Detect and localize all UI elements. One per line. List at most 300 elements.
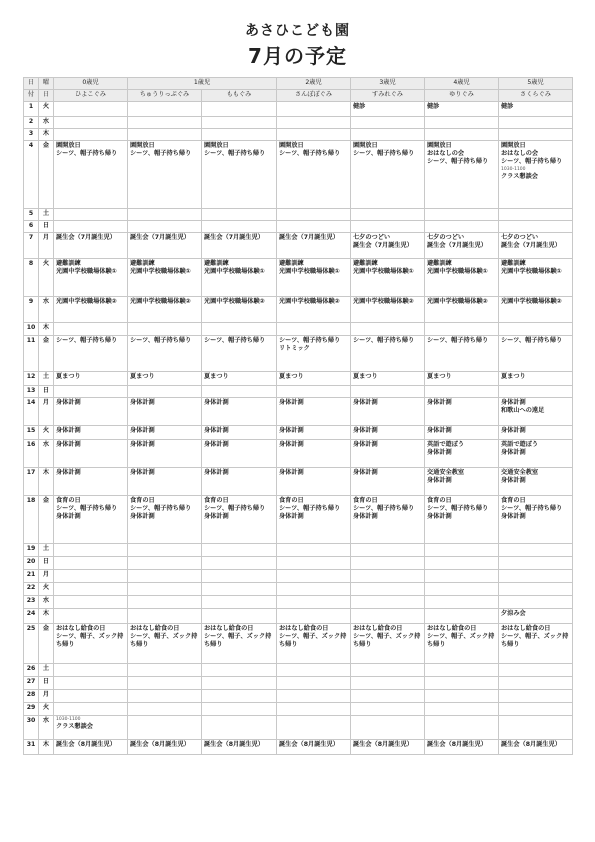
event-cell bbox=[128, 440, 202, 468]
day-row bbox=[24, 129, 573, 141]
event-text: 光園中学校職場体験② bbox=[279, 298, 340, 305]
event-cell bbox=[202, 426, 277, 440]
event-cell bbox=[277, 557, 351, 570]
event-cell bbox=[54, 716, 128, 740]
event-cell bbox=[425, 583, 499, 596]
event-cell bbox=[54, 624, 128, 664]
weekday-label: 水 bbox=[39, 117, 54, 129]
event-cell bbox=[351, 386, 425, 398]
day-row bbox=[24, 141, 573, 209]
event-text: 身体計測 bbox=[279, 441, 304, 448]
event-cell bbox=[425, 703, 499, 716]
event-cell bbox=[499, 440, 573, 468]
event-cell bbox=[128, 468, 202, 496]
event-text: シーツ、帽子持ち帰り bbox=[279, 337, 341, 344]
event-text: おはなし給食の日 bbox=[427, 625, 477, 632]
event-cell bbox=[277, 544, 351, 557]
event-cell bbox=[277, 336, 351, 372]
page-title: 7月の予定 bbox=[248, 44, 347, 68]
event-text: シーツ、帽子持ち帰り bbox=[279, 150, 341, 158]
day-row bbox=[24, 386, 573, 398]
day-number: 27 bbox=[24, 677, 39, 690]
event-text: 夕涼み会 bbox=[501, 610, 526, 617]
event-cell bbox=[425, 323, 499, 336]
event-text: おはなし給食の日 bbox=[501, 625, 551, 632]
class-header: さんぽぽぐみ bbox=[277, 90, 351, 102]
event-cell bbox=[202, 570, 277, 583]
event-text: 英語で遊ぼう bbox=[427, 441, 465, 448]
event-cell bbox=[499, 259, 573, 297]
event-cell bbox=[277, 440, 351, 468]
event-cell bbox=[499, 596, 573, 609]
event-text: 誕生会（8月誕生児） bbox=[279, 741, 339, 748]
page-header bbox=[0, 22, 595, 68]
event-text: 夏まつり bbox=[56, 373, 81, 380]
event-cell bbox=[128, 336, 202, 372]
event-text: 夏まつり bbox=[427, 373, 452, 380]
day-row bbox=[24, 117, 573, 129]
event-text: 避難訓練 bbox=[130, 260, 155, 267]
event-cell bbox=[128, 609, 202, 624]
event-cell bbox=[128, 596, 202, 609]
event-text: 誕生会（8月誕生児） bbox=[204, 741, 264, 748]
day-number: 17 bbox=[24, 468, 39, 496]
event-cell bbox=[277, 664, 351, 677]
weekday-label: 木 bbox=[39, 129, 54, 141]
event-cell bbox=[499, 336, 573, 372]
event-cell bbox=[277, 740, 351, 755]
event-cell bbox=[128, 426, 202, 440]
event-cell bbox=[425, 259, 499, 297]
event-cell bbox=[425, 386, 499, 398]
event-text: シーツ、帽子持ち帰り bbox=[56, 505, 118, 513]
event-cell bbox=[277, 703, 351, 716]
event-text: 健診 bbox=[501, 103, 514, 110]
event-text: 園開放日 bbox=[56, 142, 81, 149]
event-text: 避難訓練 bbox=[204, 260, 229, 267]
event-cell bbox=[128, 716, 202, 740]
event-cell bbox=[425, 624, 499, 664]
event-cell bbox=[277, 716, 351, 740]
event-cell bbox=[128, 677, 202, 690]
event-cell bbox=[202, 664, 277, 677]
age-header: 4歳児 bbox=[425, 78, 499, 90]
event-cell bbox=[277, 141, 351, 209]
event-cell bbox=[351, 690, 425, 703]
event-cell bbox=[425, 496, 499, 544]
day-number: 20 bbox=[24, 557, 39, 570]
event-cell bbox=[277, 209, 351, 221]
event-text: 食育の日 bbox=[130, 497, 155, 504]
day-number: 28 bbox=[24, 690, 39, 703]
day-row bbox=[24, 740, 573, 755]
event-cell bbox=[277, 583, 351, 596]
event-cell bbox=[128, 544, 202, 557]
day-number: 11 bbox=[24, 336, 39, 372]
event-text: 身体計測 bbox=[501, 399, 526, 406]
day-row bbox=[24, 716, 573, 740]
event-text: おはなし給食の日 bbox=[279, 625, 329, 632]
day-row bbox=[24, 664, 573, 677]
event-cell bbox=[277, 570, 351, 583]
event-text: シーツ、帽子持ち帰り bbox=[427, 505, 489, 513]
event-cell bbox=[351, 398, 425, 426]
event-cell bbox=[128, 583, 202, 596]
event-text: シーツ、帽子持ち帰り bbox=[130, 505, 192, 513]
event-cell bbox=[202, 677, 277, 690]
event-cell bbox=[202, 259, 277, 297]
event-text: 誕生会（7月誕生児） bbox=[427, 242, 487, 250]
event-cell bbox=[499, 557, 573, 570]
day-number: 22 bbox=[24, 583, 39, 596]
event-cell bbox=[499, 129, 573, 141]
event-text: 身体計測 bbox=[130, 427, 155, 434]
event-text: 光園中学校職場体験② bbox=[204, 298, 265, 305]
event-cell bbox=[202, 221, 277, 233]
event-text: 身体計測 bbox=[56, 399, 81, 406]
event-cell bbox=[202, 544, 277, 557]
weekday-label: 水 bbox=[39, 596, 54, 609]
day-row bbox=[24, 221, 573, 233]
event-text: 身体計測 bbox=[204, 427, 229, 434]
event-cell bbox=[425, 129, 499, 141]
event-text: シーツ、帽子持ち帰り bbox=[204, 150, 266, 158]
day-row bbox=[24, 583, 573, 596]
day-number: 1 bbox=[24, 102, 39, 117]
event-cell bbox=[54, 336, 128, 372]
event-text: 身体計測 bbox=[130, 441, 155, 448]
event-text: 健診 bbox=[427, 103, 440, 110]
event-text: シーツ、帽子持ち帰り bbox=[130, 150, 192, 158]
event-cell bbox=[499, 468, 573, 496]
day-row bbox=[24, 336, 573, 372]
event-text: 身体計測 bbox=[427, 449, 452, 457]
day-number: 2 bbox=[24, 117, 39, 129]
event-text: 光園中学校職場体験② bbox=[130, 298, 191, 305]
event-cell bbox=[202, 129, 277, 141]
event-text: シーツ、帽子、ズック持ち帰り bbox=[501, 633, 569, 649]
event-cell bbox=[277, 259, 351, 297]
event-cell bbox=[128, 398, 202, 426]
event-text: 身体計測 bbox=[427, 427, 452, 434]
day-row bbox=[24, 544, 573, 557]
day-row bbox=[24, 259, 573, 297]
event-text: おはなし給食の日 bbox=[56, 625, 106, 632]
event-text: リトミック bbox=[279, 345, 310, 353]
event-cell bbox=[351, 209, 425, 221]
event-text: 誕生会（8月誕生児） bbox=[353, 741, 413, 748]
event-text: 誕生会（7月誕生児） bbox=[353, 242, 413, 250]
day-number: 29 bbox=[24, 703, 39, 716]
event-cell bbox=[54, 117, 128, 129]
event-cell bbox=[351, 496, 425, 544]
day-row bbox=[24, 468, 573, 496]
event-cell bbox=[351, 372, 425, 386]
event-cell bbox=[202, 609, 277, 624]
event-text: 食育の日 bbox=[56, 497, 81, 504]
event-text: 七夕のつどい bbox=[353, 234, 391, 241]
event-cell bbox=[128, 386, 202, 398]
event-cell bbox=[202, 716, 277, 740]
event-cell bbox=[128, 323, 202, 336]
event-text: 身体計測 bbox=[130, 399, 155, 406]
weekday-label: 月 bbox=[39, 233, 54, 259]
event-cell bbox=[277, 609, 351, 624]
event-cell bbox=[425, 102, 499, 117]
day-row bbox=[24, 570, 573, 583]
weekday-label: 土 bbox=[39, 664, 54, 677]
event-text: 避難訓練 bbox=[56, 260, 81, 267]
event-cell bbox=[128, 664, 202, 677]
event-text: 交通安全教室 bbox=[427, 469, 465, 476]
event-text: 光園中学校職場体験② bbox=[353, 298, 414, 305]
event-text: シーツ、帽子持ち帰り bbox=[353, 150, 415, 158]
event-text: 身体計測 bbox=[353, 441, 378, 448]
event-text: シーツ、帽子持ち帰り bbox=[130, 337, 192, 344]
event-text: 誕生会（7月誕生児） bbox=[130, 234, 190, 241]
event-text: 誕生会（8月誕生児） bbox=[56, 741, 116, 748]
event-cell bbox=[425, 141, 499, 209]
event-cell bbox=[277, 297, 351, 323]
event-text: 英語で遊ぼう bbox=[501, 441, 539, 448]
event-cell bbox=[202, 209, 277, 221]
event-cell bbox=[351, 259, 425, 297]
age-header: 1歳児 bbox=[128, 78, 277, 90]
day-number: 12 bbox=[24, 372, 39, 386]
event-cell bbox=[425, 233, 499, 259]
day-row bbox=[24, 233, 573, 259]
event-text: 園開放日 bbox=[130, 142, 155, 149]
event-cell bbox=[54, 583, 128, 596]
weekday-label: 日 bbox=[39, 557, 54, 570]
class-header: ゆりぐみ bbox=[425, 90, 499, 102]
event-cell bbox=[425, 740, 499, 755]
event-cell bbox=[351, 323, 425, 336]
weekday-label: 土 bbox=[39, 544, 54, 557]
event-text: 誕生会（8月誕生児） bbox=[130, 741, 190, 748]
event-cell bbox=[351, 233, 425, 259]
event-text: 交通安全教室 bbox=[501, 469, 539, 476]
event-cell bbox=[202, 557, 277, 570]
event-cell bbox=[277, 323, 351, 336]
day-number: 25 bbox=[24, 624, 39, 664]
event-text: おはなしの会 bbox=[501, 150, 539, 158]
event-cell bbox=[499, 323, 573, 336]
event-text: 食育の日 bbox=[204, 497, 229, 504]
event-cell bbox=[351, 740, 425, 755]
event-cell bbox=[54, 209, 128, 221]
event-text: 光園中学校職場体験① bbox=[279, 268, 340, 276]
event-text: 誕生会（8月誕生児） bbox=[501, 741, 561, 748]
event-text: 光園中学校職場体験② bbox=[427, 298, 488, 305]
event-text: クラス懇談会 bbox=[56, 723, 93, 730]
day-row bbox=[24, 624, 573, 664]
event-cell bbox=[202, 297, 277, 323]
event-cell bbox=[351, 596, 425, 609]
event-cell bbox=[54, 372, 128, 386]
event-text: 光園中学校職場体験① bbox=[501, 268, 562, 276]
event-cell bbox=[499, 141, 573, 209]
day-number: 16 bbox=[24, 440, 39, 468]
event-cell bbox=[277, 426, 351, 440]
day-number: 31 bbox=[24, 740, 39, 755]
event-text: 避難訓練 bbox=[353, 260, 378, 267]
event-cell bbox=[425, 468, 499, 496]
event-cell bbox=[277, 117, 351, 129]
weekday-label: 金 bbox=[39, 496, 54, 544]
day-row bbox=[24, 426, 573, 440]
event-text: 食育の日 bbox=[501, 497, 526, 504]
event-cell bbox=[351, 609, 425, 624]
age-header: 5歳児 bbox=[499, 78, 573, 90]
weekday-label: 木 bbox=[39, 609, 54, 624]
event-cell bbox=[351, 440, 425, 468]
event-text: 身体計測 bbox=[204, 399, 229, 406]
weekday-label: 水 bbox=[39, 440, 54, 468]
day-number: 10 bbox=[24, 323, 39, 336]
event-cell bbox=[351, 141, 425, 209]
header-row-ages bbox=[24, 78, 573, 90]
day-row bbox=[24, 323, 573, 336]
event-cell bbox=[277, 624, 351, 664]
event-cell bbox=[351, 557, 425, 570]
event-cell bbox=[425, 372, 499, 386]
event-cell bbox=[54, 386, 128, 398]
event-cell bbox=[351, 426, 425, 440]
event-text: シーツ、帽子持ち帰り bbox=[353, 505, 415, 513]
event-cell bbox=[425, 544, 499, 557]
event-cell bbox=[499, 544, 573, 557]
event-cell bbox=[351, 664, 425, 677]
event-text: 身体計測 bbox=[279, 513, 304, 521]
event-cell bbox=[425, 426, 499, 440]
event-cell bbox=[277, 102, 351, 117]
age-header: 3歳児 bbox=[351, 78, 425, 90]
event-text: 避難訓練 bbox=[427, 260, 452, 267]
day-number: 21 bbox=[24, 570, 39, 583]
day-row bbox=[24, 398, 573, 426]
event-cell bbox=[351, 221, 425, 233]
event-text: 身体計測 bbox=[279, 427, 304, 434]
day-row bbox=[24, 209, 573, 221]
event-cell bbox=[202, 496, 277, 544]
day-number: 19 bbox=[24, 544, 39, 557]
event-text: 身体計測 bbox=[353, 513, 378, 521]
event-cell bbox=[351, 677, 425, 690]
weekday-label: 月 bbox=[39, 398, 54, 426]
day-number: 6 bbox=[24, 221, 39, 233]
day-header: 付 bbox=[24, 90, 39, 102]
event-text: 光園中学校職場体験① bbox=[204, 268, 265, 276]
event-text: 光園中学校職場体験② bbox=[56, 298, 117, 305]
event-text: 夏まつり bbox=[501, 373, 526, 380]
weekday-label: 木 bbox=[39, 740, 54, 755]
event-cell bbox=[425, 221, 499, 233]
event-cell bbox=[499, 740, 573, 755]
class-header: ちゅうりっぷぐみ bbox=[128, 90, 202, 102]
event-text: 健診 bbox=[353, 103, 366, 110]
event-text: 光園中学校職場体験① bbox=[427, 268, 488, 276]
event-cell bbox=[54, 740, 128, 755]
event-cell bbox=[277, 398, 351, 426]
event-cell bbox=[202, 468, 277, 496]
event-cell bbox=[351, 570, 425, 583]
weekday-label: 日 bbox=[39, 677, 54, 690]
event-text: シーツ、帽子持ち帰り bbox=[56, 150, 118, 158]
day-row bbox=[24, 102, 573, 117]
event-text: 夏まつり bbox=[353, 373, 378, 380]
day-number: 18 bbox=[24, 496, 39, 544]
weekday-label: 月 bbox=[39, 570, 54, 583]
event-text: 誕生会（7月誕生児） bbox=[501, 242, 561, 250]
event-cell bbox=[54, 703, 128, 716]
event-cell bbox=[202, 233, 277, 259]
event-cell bbox=[54, 297, 128, 323]
event-text: 誕生会（7月誕生児） bbox=[204, 234, 264, 241]
event-text: 園開放日 bbox=[204, 142, 229, 149]
event-cell bbox=[351, 297, 425, 323]
event-text: 誕生会（8月誕生児） bbox=[427, 741, 487, 748]
event-text: おはなしの会 bbox=[427, 150, 465, 158]
event-cell bbox=[202, 440, 277, 468]
event-cell bbox=[54, 440, 128, 468]
weekday-label: 日 bbox=[39, 221, 54, 233]
event-cell bbox=[277, 221, 351, 233]
weekday-label: 火 bbox=[39, 703, 54, 716]
day-number: 23 bbox=[24, 596, 39, 609]
event-cell bbox=[499, 102, 573, 117]
weekday-label: 火 bbox=[39, 583, 54, 596]
class-header: すみれぐみ bbox=[351, 90, 425, 102]
day-header: 日 bbox=[24, 78, 39, 90]
event-text: 身体計測 bbox=[427, 477, 452, 485]
weekday-label: 水 bbox=[39, 297, 54, 323]
event-cell bbox=[425, 664, 499, 677]
event-cell bbox=[54, 468, 128, 496]
event-cell bbox=[351, 583, 425, 596]
day-number: 14 bbox=[24, 398, 39, 426]
class-header: ひよこぐみ bbox=[54, 90, 128, 102]
event-cell bbox=[277, 677, 351, 690]
event-text: 光園中学校職場体験① bbox=[130, 268, 191, 276]
event-cell bbox=[499, 496, 573, 544]
event-text: 誕生会（7月誕生児） bbox=[56, 234, 116, 241]
event-cell bbox=[499, 690, 573, 703]
event-cell bbox=[351, 117, 425, 129]
event-text: おはなし給食の日 bbox=[353, 625, 403, 632]
event-text: 避難訓練 bbox=[501, 260, 526, 267]
event-text: 身体計測 bbox=[501, 477, 526, 485]
event-text: おはなし給食の日 bbox=[204, 625, 254, 632]
event-text: 身体計測 bbox=[130, 469, 155, 476]
event-text: シーツ、帽子、ズック持ち帰り bbox=[353, 633, 421, 649]
event-text: シーツ、帽子、ズック持ち帰り bbox=[204, 633, 272, 649]
event-text: 身体計測 bbox=[279, 469, 304, 476]
event-cell bbox=[499, 117, 573, 129]
day-row bbox=[24, 557, 573, 570]
event-cell bbox=[54, 141, 128, 209]
event-cell bbox=[499, 664, 573, 677]
event-cell bbox=[351, 129, 425, 141]
event-cell bbox=[128, 372, 202, 386]
event-text: シーツ、帽子持ち帰り bbox=[204, 505, 266, 513]
event-text: 和歌山への遠足 bbox=[501, 407, 545, 415]
event-cell bbox=[425, 117, 499, 129]
event-text: 食育の日 bbox=[279, 497, 304, 504]
event-text: シーツ、帽子、ズック持ち帰り bbox=[427, 633, 495, 649]
event-cell bbox=[128, 233, 202, 259]
event-text: シーツ、帽子持ち帰り bbox=[279, 505, 341, 513]
